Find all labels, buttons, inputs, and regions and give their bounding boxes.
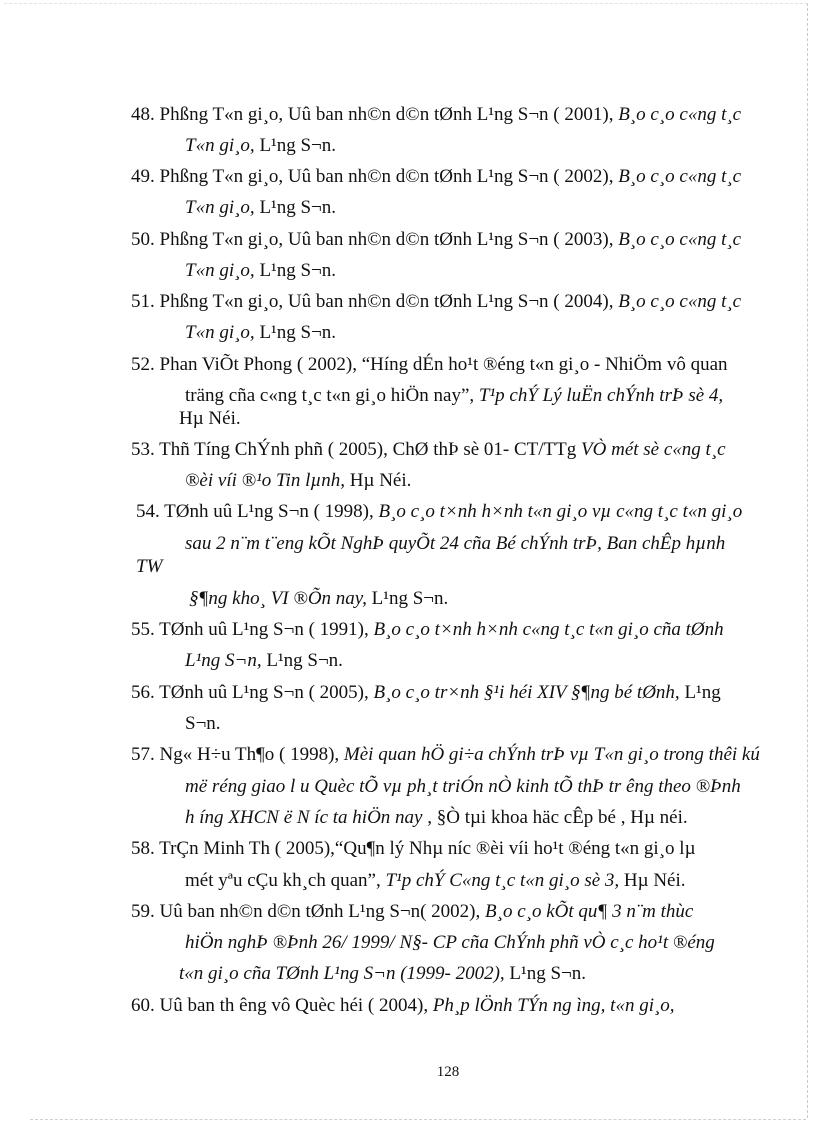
reference-50-line-2: T«n gi¸o, L¹ng S¬n. bbox=[185, 260, 337, 281]
reference-59-line-3: t«n gi¸o cña TØnh L¹ng S¬n (1999- 2002), L¹ng S¬n. bbox=[179, 963, 587, 984]
reference-58-line-2: mét yªu cÇu kh¸ch quan”, T¹p chÝ C«ng t¸c t«n gi¸o sè 3, Hµ Néi. bbox=[185, 870, 686, 891]
reference-52-line-3: Hµ Néi. bbox=[179, 408, 241, 429]
reference-56-line-1: 56. TØnh uû L¹ng S¬n ( 2005), B¸o c¸o tr×nh §¹i héi XIV §¶ng bé tØnh, L¹ng bbox=[131, 682, 721, 703]
page-number: 128 bbox=[436, 1064, 460, 1080]
reference-54-line-3: TW bbox=[136, 556, 163, 577]
reference-55-line-1: 55. TØnh uû L¹ng S¬n ( 1991), B¸o c¸o t×nh h×nh c«ng t¸c t«n gi¸o cña tØnh bbox=[131, 619, 724, 640]
reference-52-line-1: 52. Phan ViÕt Phong ( 2002), “Híng dÉn ho¹t ®éng t«n gi¸o - NhiÖm vô quan bbox=[131, 354, 728, 375]
reference-49-line-2: T«n gi¸o, L¹ng S¬n. bbox=[185, 197, 337, 218]
reference-49-line-1: 49. Phßng T«n gi¸o, Uû ban nh©n d©n tØnh L¹ng S¬n ( 2002), B¸o c¸o c«ng t¸c bbox=[131, 166, 742, 187]
reference-54-line-1: 54. TØnh uû L¹ng S¬n ( 1998), B¸o c¸o t×nh h×nh t«n gi¸o vµ c«ng t¸c t«n gi¸o bbox=[136, 501, 743, 522]
reference-51-line-1: 51. Phßng T«n gi¸o, Uû ban nh©n d©n tØnh L¹ng S¬n ( 2004), B¸o c¸o c«ng t¸c bbox=[131, 291, 742, 312]
reference-48-line-1: 48. Phßng T«n gi¸o, Uû ban nh©n d©n tØnh L¹ng S¬n ( 2001), B¸o c¸o c«ng t¸c bbox=[131, 104, 742, 125]
reference-52-line-2: träng cña c«ng t¸c t«n gi¸o hiÖn nay”, T¹p chÝ Lý luËn chÝnh trÞ sè 4, bbox=[185, 385, 724, 406]
reference-53-line-2: ®èi víi ®¹o Tin lµnh, Hµ Néi. bbox=[185, 470, 412, 491]
reference-55-line-2: L¹ng S¬n, L¹ng S¬n. bbox=[185, 650, 343, 671]
reference-59-line-1: 59. Uû ban nh©n d©n tØnh L¹ng S¬n( 2002), B¸o c¸o kÕt qu¶ 3 n¨m thùc bbox=[131, 901, 694, 922]
reference-51-line-2: T«n gi¸o, L¹ng S¬n. bbox=[185, 322, 337, 343]
reference-54-line-2: sau 2 n¨m t¨eng kÕt NghÞ quyÕt 24 cña Bé chÝnh trÞ, Ban chÊp hµnh bbox=[185, 533, 726, 554]
reference-58-line-1: 58. TrÇn Minh Th ( 2005),“Qu¶n lý Nhµ níc ®èi víi ho¹t ®éng t«n gi¸o lµ bbox=[131, 838, 696, 859]
reference-57-line-1: 57. Ng« H÷u Th¶o ( 1998), Mèi quan hÖ gi÷a chÝnh trÞ vµ T«n gi¸o trong thêi kú bbox=[131, 744, 760, 765]
reference-53-line-1: 53. Thñ Tíng ChÝnh phñ ( 2005), ChØ thÞ sè 01- CT/TTg VÒ mét sè c«ng t¸c bbox=[131, 439, 726, 460]
reference-48-line-2: T«n gi¸o, L¹ng S¬n. bbox=[185, 135, 337, 156]
page-bottom-divider bbox=[30, 1119, 806, 1120]
reference-50-line-1: 50. Phßng T«n gi¸o, Uû ban nh©n d©n tØnh L¹ng S¬n ( 2003), B¸o c¸o c«ng t¸c bbox=[131, 229, 742, 250]
reference-57-line-2: më réng giao l u Quèc tÕ vµ ph¸t triÓn nÒ kinh tÕ thÞ tr êng theo ®Þnh bbox=[185, 776, 741, 797]
reference-57-line-3: h íng XHCN ë N íc ta hiÖn nay , §Ò tµi khoa häc cÊp bé , Hµ néi. bbox=[185, 807, 688, 828]
reference-60-line-1: 60. Uû ban th êng vô Quèc héi ( 2004), Ph¸p lÖnh TÝn ng ìng, t«n gi¸o, bbox=[131, 995, 675, 1016]
reference-54-line-4: §¶ng kho¸ VI ®Õn nay, L¹ng S¬n. bbox=[189, 588, 449, 609]
reference-59-line-2: hiÖn nghÞ ®Þnh 26/ 1999/ N§- CP cña ChÝnh phñ vÒ c¸c ho¹t ®éng bbox=[185, 932, 715, 953]
reference-56-line-2: S¬n. bbox=[185, 713, 221, 734]
